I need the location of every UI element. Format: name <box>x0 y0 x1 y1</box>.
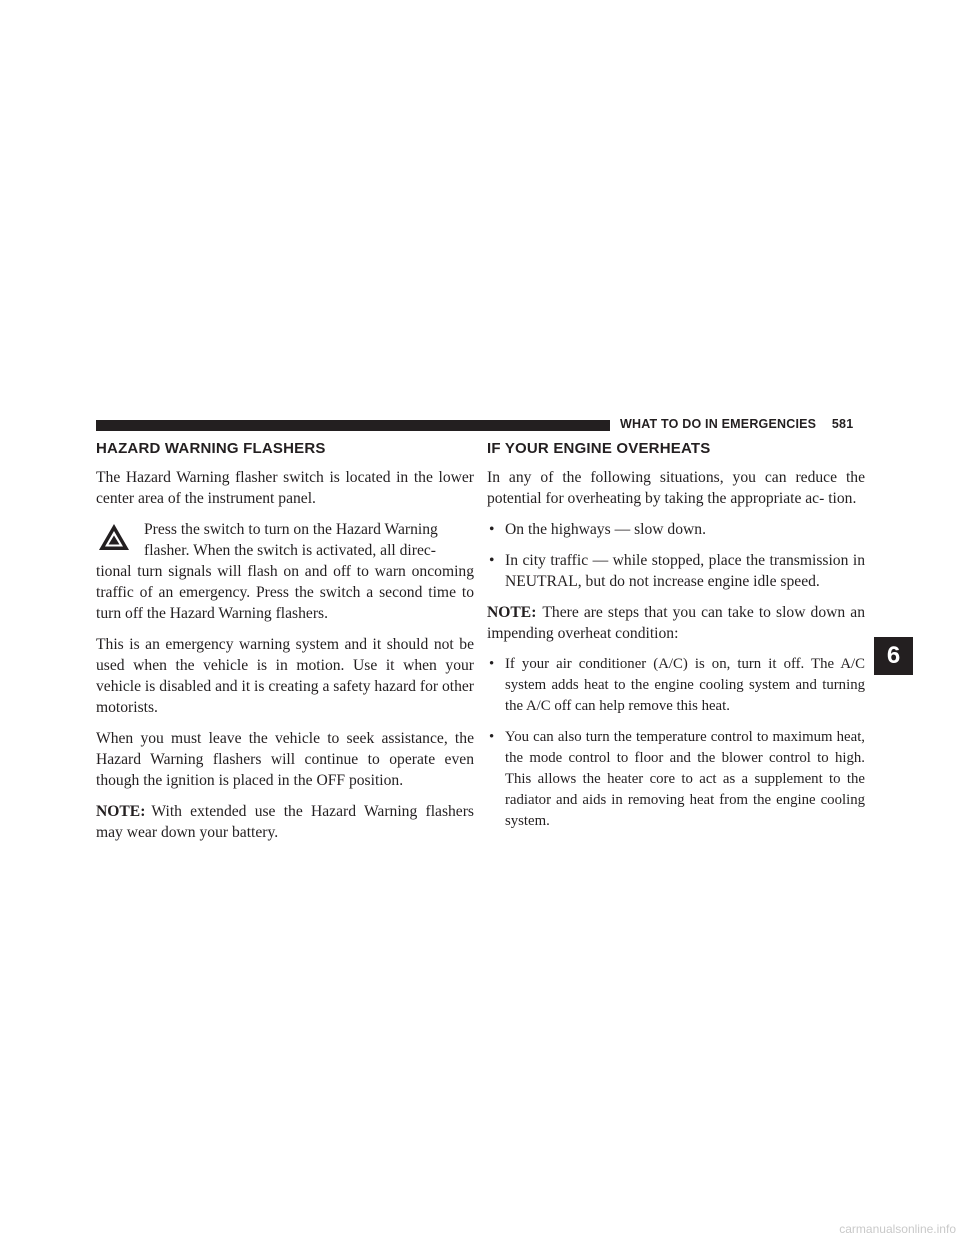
bullet: • <box>489 552 495 569</box>
right-column <box>487 440 865 842</box>
hazard-location-paragraph: The Hazard Warning flasher switch is located in the lower center area of the instrument panel. <box>96 469 474 507</box>
list-item <box>487 654 865 717</box>
note-text: There are steps that you can take to slow down an impending overheat condition: <box>487 604 865 642</box>
hazard-heading: HAZARD WARNING FLASHERS <box>96 440 326 457</box>
list-item <box>487 727 865 832</box>
hazard-switch-line-1: Press the switch to turn on the Hazard Warning <box>144 521 438 538</box>
bullet: • <box>489 729 495 745</box>
list-item <box>487 519 865 540</box>
section-title: WHAT TO DO IN EMERGENCIES <box>620 417 817 431</box>
overheat-intro: In any of the following situations, you can reduce the potential for overheating by taking the appropriate ac- tion. <box>487 469 865 507</box>
page-number: 581 <box>831 417 854 431</box>
leave-vehicle-paragraph: When you must leave the vehicle to seek assistance, the Hazard Warning flashers will continue to operate even though the ignition is placed in the OFF position. <box>96 730 474 789</box>
hazard-switch-line-2: flasher. When the switch is activated, all direc- <box>144 542 436 559</box>
battery-note <box>96 801 474 843</box>
chapter-tab: 6 <box>874 637 913 675</box>
list-item-text: On the highways — slow down. <box>505 521 706 538</box>
hazard-switch-rest: tional turn signals will flash on and off to warn oncoming traffic of an emergency. Press the switch a second time to turn off the Hazard Warning flashers. <box>96 563 474 622</box>
list-item-text: You can also turn the temperature control to maximum heat, the mode control to floor and the blower control to high. This allows the heater core to act as a supplement to the radiator and aids in removing heat from the engine cooling system. <box>505 729 865 829</box>
header-rule <box>96 420 610 431</box>
bullet: • <box>489 521 495 538</box>
overheat-heading: IF YOUR ENGINE OVERHEATS <box>487 440 711 457</box>
note-label: NOTE: <box>96 803 146 820</box>
left-column <box>96 440 474 853</box>
hazard-switch-paragraph <box>96 519 474 624</box>
hazard-triangle-icon <box>98 523 130 551</box>
list-item <box>487 550 865 592</box>
emergency-system-paragraph: This is an emergency warning system and it should not be used when the vehicle is in motion. Use it when your vehicle is disabled and it is creating a safety hazard for other motorists. <box>96 636 474 716</box>
list-item-text: In city traffic — while stopped, place the transmission in NEUTRAL, but do not increase engine idle speed. <box>505 552 865 590</box>
running-header <box>620 417 864 431</box>
note-text: With extended use the Hazard Warning flashers may wear down your battery. <box>96 803 474 841</box>
overheat-note <box>487 602 865 644</box>
note-label: NOTE: <box>487 604 537 621</box>
situation-list <box>487 519 865 592</box>
bullet: • <box>489 656 495 672</box>
steps-list <box>487 654 865 832</box>
list-item-text: If your air conditioner (A/C) is on, turn it off. The A/C system adds heat to the engine cooling system and turning the A/C off can help remove this heat. <box>505 656 865 714</box>
watermark: carmanualsonline.info <box>839 1222 956 1236</box>
